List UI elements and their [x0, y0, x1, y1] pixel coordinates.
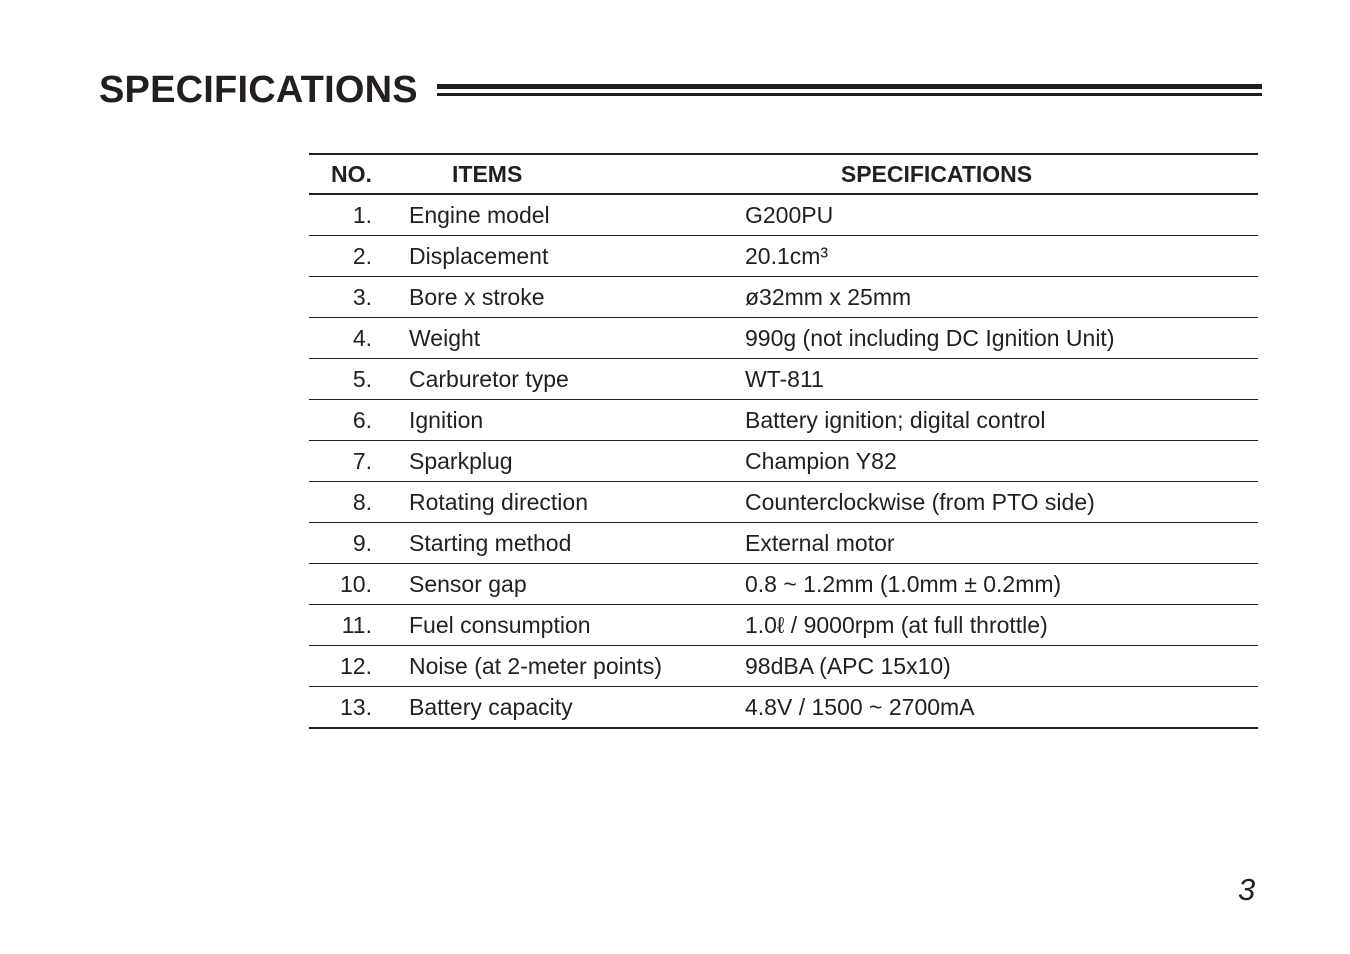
- row-specification: Battery ignition; digital control: [745, 406, 1046, 433]
- table-row: [309, 646, 1258, 687]
- table-row: [309, 605, 1258, 646]
- table-row: [309, 687, 1258, 729]
- row-number: 9.: [352, 529, 372, 556]
- row-number: 13.: [340, 693, 372, 720]
- table-row: [309, 318, 1258, 359]
- title-rule-thick: [437, 84, 1262, 89]
- specifications-table: [309, 153, 1258, 729]
- table-row: [309, 194, 1258, 236]
- row-specification: External motor: [745, 529, 895, 556]
- table-row: [309, 441, 1258, 482]
- row-item: Sensor gap: [409, 570, 527, 597]
- row-specification: WT-811: [745, 365, 824, 392]
- table-row: [309, 564, 1258, 605]
- row-item: Rotating direction: [409, 488, 588, 515]
- table-row: [309, 523, 1258, 564]
- row-specification: 0.8 ~ 1.2mm (1.0mm ± 0.2mm): [745, 570, 1062, 597]
- row-item: Starting method: [409, 529, 572, 556]
- row-number: 2.: [352, 242, 372, 269]
- row-specification: 990g (not including DC Ignition Unit): [745, 324, 1115, 351]
- row-number: 11.: [341, 611, 372, 638]
- row-item: Bore x stroke: [409, 283, 545, 310]
- page-title: SPECIFICATIONS: [99, 69, 418, 111]
- row-number: 7.: [352, 447, 372, 474]
- row-item: Fuel consumption: [409, 611, 591, 638]
- row-specification: 1.0ℓ / 9000rpm (at full throttle): [745, 611, 1048, 638]
- row-item: Displacement: [409, 242, 549, 269]
- title-double-rule: [437, 84, 1262, 98]
- row-item: Battery capacity: [409, 693, 573, 720]
- title-rule-thin: [437, 93, 1262, 96]
- table-row: [309, 482, 1258, 523]
- row-number: 10.: [340, 570, 372, 597]
- table-row: [309, 277, 1258, 318]
- row-specification: 4.8V / 1500 ~ 2700mA: [745, 693, 975, 720]
- row-number: 8.: [352, 488, 372, 515]
- row-number: 6.: [352, 406, 372, 433]
- row-item: Sparkplug: [409, 447, 513, 474]
- header-specifications: SPECIFICATIONS: [840, 160, 1033, 187]
- table-body: [309, 194, 1258, 728]
- row-specification: Counterclockwise (from PTO side): [745, 488, 1095, 515]
- row-number: 5.: [352, 365, 372, 392]
- row-specification: G200PU: [745, 201, 834, 228]
- row-item: Noise (at 2-meter points): [409, 652, 663, 679]
- row-number: 12.: [340, 652, 372, 679]
- row-specification: Champion Y82: [745, 447, 897, 474]
- table-row: [309, 359, 1258, 400]
- row-number: 3.: [352, 283, 372, 310]
- row-item: Carburetor type: [409, 365, 569, 392]
- row-specification: 20.1cm³: [745, 242, 829, 269]
- row-specification: ø32mm x 25mm: [745, 283, 912, 310]
- header-no: NO.: [331, 160, 372, 187]
- row-number: 4.: [352, 324, 372, 351]
- row-item: Weight: [409, 324, 481, 351]
- row-item: Ignition: [409, 406, 484, 433]
- page-number: 3: [1238, 872, 1256, 907]
- table-header: [309, 154, 1258, 194]
- row-number: 1.: [352, 201, 372, 228]
- table-header-row: [309, 154, 1258, 194]
- row-item: Engine model: [409, 201, 550, 228]
- table-row: [309, 400, 1258, 441]
- row-specification: 98dBA (APC 15x10): [745, 652, 951, 679]
- header-items: ITEMS: [452, 160, 523, 187]
- table-row: [309, 236, 1258, 277]
